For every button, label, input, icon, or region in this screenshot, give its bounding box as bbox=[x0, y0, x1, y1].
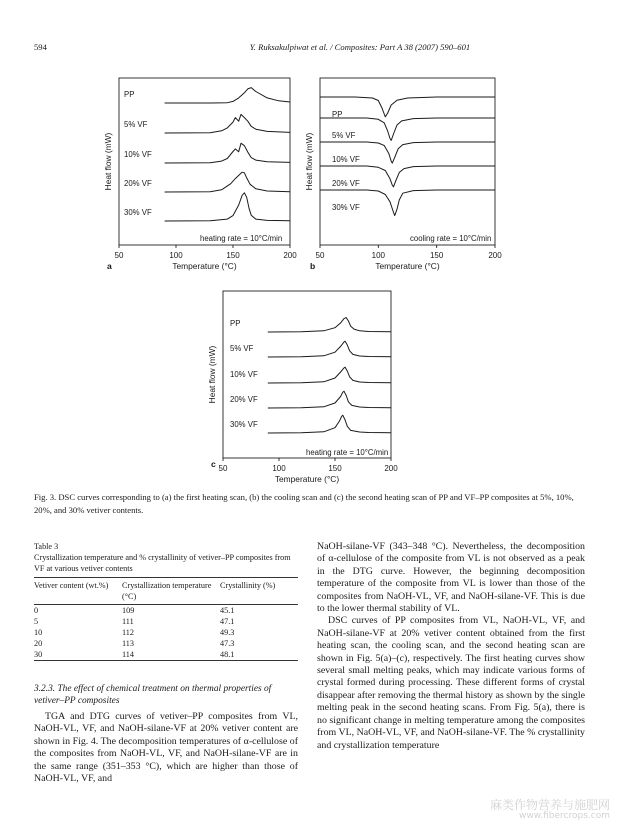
table-cell: 113 bbox=[122, 639, 134, 648]
panel-a-first-heating bbox=[103, 78, 297, 271]
watermark-text: 麻类作物营养与施肥网 bbox=[489, 798, 610, 812]
x-tick-label: 200 bbox=[488, 251, 502, 260]
table-cell: 114 bbox=[122, 650, 134, 659]
panel-label: a bbox=[107, 261, 112, 271]
table-caption: Crystallization temperature and % crystallinity of vetiver–PP composites from VF at various vetiver contents bbox=[34, 553, 291, 573]
series-label: 5% VF bbox=[332, 131, 356, 140]
series-label: PP bbox=[332, 110, 343, 119]
panel-c-second-heating bbox=[207, 291, 398, 484]
table-row bbox=[34, 616, 298, 627]
x-axis-label: Temperature (°C) bbox=[375, 261, 440, 271]
table-row bbox=[34, 649, 298, 661]
x-axis-label: Temperature (°C) bbox=[172, 261, 237, 271]
series-line bbox=[268, 341, 391, 357]
series-label: 5% VF bbox=[230, 344, 254, 353]
series-line bbox=[165, 172, 290, 192]
rate-annotation: heating rate = 10°C/min bbox=[306, 448, 389, 457]
x-tick-label: 100 bbox=[272, 464, 286, 473]
series-label: 30% VF bbox=[332, 203, 360, 212]
series-label: 10% VF bbox=[230, 370, 258, 379]
series-line bbox=[320, 97, 495, 117]
table-cell: 112 bbox=[122, 628, 134, 637]
table-cell: 48.1 bbox=[220, 650, 235, 659]
table-cell: 10 bbox=[34, 628, 43, 637]
body-paragraph: NaOH-silane-VF (343–348 °C). Nevertheless, the decomposition of α-cellulose of the composite from VL is not observed as a peak in the DTG curve. However, the beginning decomposition temperature of the composite from VL is lower than those of the composites from NaOH-VL, VF, and NaOH-silane-VF. This is due to the lower thermal stability of VL. bbox=[317, 541, 585, 615]
series-label: PP bbox=[124, 90, 135, 99]
page-number: 594 bbox=[34, 42, 47, 52]
crystallinity-table bbox=[34, 577, 298, 661]
x-tick-label: 50 bbox=[315, 251, 325, 260]
table-cell: 20 bbox=[34, 639, 43, 648]
watermark-url: www.fibercrops.com bbox=[519, 811, 610, 821]
x-tick-label: 150 bbox=[328, 464, 342, 473]
table-cell: 5 bbox=[34, 617, 39, 626]
body-paragraph: DSC curves of PP composites from VL, NaOH-VL, VF, and NaOH-silane-VF at 20% vetiver content obtained from the first heating scan, the cooling scan, and the second heating scan are shown in Fig. 5(a)–(c), respectively. The first heating curves show several small melting peaks, which may indicate various forms of crystal formed during processing. These different forms of crystal disappear after removing the thermal history as shown by the single melting peak in the second heating scans. From Fig. 5(a), there is no significant change in melting temperature among the composites from VL, NaOH-VL, VF, and NaOH-silane-VF. The % crystallinity and crystallization temperature bbox=[317, 615, 585, 751]
series-label: PP bbox=[230, 319, 241, 328]
panel-b-cooling bbox=[304, 78, 502, 271]
left-column-body bbox=[34, 711, 298, 785]
table-row bbox=[34, 605, 298, 617]
series-line bbox=[165, 143, 290, 163]
series-line bbox=[165, 193, 290, 221]
series-label: 10% VF bbox=[332, 155, 360, 164]
x-tick-label: 50 bbox=[114, 251, 124, 260]
table-row bbox=[34, 627, 298, 638]
panel-label: b bbox=[310, 261, 316, 271]
series-label: 20% VF bbox=[124, 179, 152, 188]
series-label: 10% VF bbox=[124, 150, 152, 159]
x-tick-label: 150 bbox=[226, 251, 240, 260]
table-cell: 45.1 bbox=[220, 606, 235, 615]
table-header: Crystallinity (%) bbox=[220, 581, 276, 590]
series-line bbox=[268, 318, 391, 332]
table-cell: 0 bbox=[34, 606, 39, 615]
y-axis-label: Heat flow (mW) bbox=[103, 132, 113, 191]
series-label: 30% VF bbox=[124, 208, 152, 217]
series-line bbox=[165, 114, 290, 133]
x-tick-label: 50 bbox=[218, 464, 228, 473]
series-line bbox=[268, 391, 391, 408]
table-cell: 30 bbox=[34, 650, 43, 659]
table-cell: 49.3 bbox=[220, 628, 235, 637]
table-cell: 47.1 bbox=[220, 617, 235, 626]
table-cell: 111 bbox=[122, 617, 134, 626]
figure-caption: Fig. 3. DSC curves corresponding to (a) the first heating scan, (b) the cooling scan and (c) the second heating scan of PP and VF–PP composites at 5%, 10%, 20%, and 30% vetiver contents. bbox=[34, 492, 574, 515]
rate-annotation: heating rate = 10°C/min bbox=[200, 234, 283, 243]
series-line bbox=[165, 88, 290, 103]
panel-label: c bbox=[211, 459, 216, 469]
body-paragraph: TGA and DTG curves of vetiver–PP composites from VL, NaOH-VL, VF, and NaOH-silane-VF at 20% vetiver content are shown in Fig. 4. The decomposition temperatures of α-cellulose of the composites from NaOH-VL, VF, and NaOH-silane-VF are in the same range (351–353 °C), which are higher than those of NaOH-VL, VF, and bbox=[34, 711, 298, 785]
table-title: Table 3 bbox=[34, 542, 59, 551]
x-tick-label: 100 bbox=[169, 251, 183, 260]
series-line bbox=[268, 367, 391, 383]
table-cell: 47.3 bbox=[220, 639, 235, 648]
x-tick-label: 100 bbox=[371, 251, 386, 260]
rate-annotation: cooling rate = 10°C/min bbox=[410, 234, 492, 243]
series-label: 5% VF bbox=[124, 120, 148, 129]
table-row bbox=[34, 638, 298, 649]
section-heading: 3.2.3. The effect of chemical treatment on thermal properties of vetiver–PP composites bbox=[34, 684, 272, 706]
right-column-body bbox=[317, 541, 585, 752]
series-line bbox=[268, 415, 391, 433]
x-tick-label: 200 bbox=[283, 251, 297, 260]
series-label: 20% VF bbox=[230, 395, 258, 404]
y-axis-label: Heat flow (mW) bbox=[207, 345, 217, 404]
series-label: 30% VF bbox=[230, 420, 258, 429]
table-cell: 109 bbox=[122, 606, 135, 615]
x-axis-label: Temperature (°C) bbox=[274, 474, 340, 484]
table-header: Vetiver content (wt.%) bbox=[34, 581, 109, 590]
y-axis-label: Heat flow (mW) bbox=[304, 132, 314, 191]
series-label: 20% VF bbox=[332, 179, 360, 188]
table-header: Crystallization temperature (°C) bbox=[122, 581, 212, 601]
running-title: Y. Ruksakulpiwat et al. / Composites: Part A 38 (2007) 590–601 bbox=[249, 42, 471, 52]
x-tick-label: 200 bbox=[384, 464, 398, 473]
table-3 bbox=[34, 541, 298, 661]
x-tick-label: 150 bbox=[429, 251, 444, 260]
